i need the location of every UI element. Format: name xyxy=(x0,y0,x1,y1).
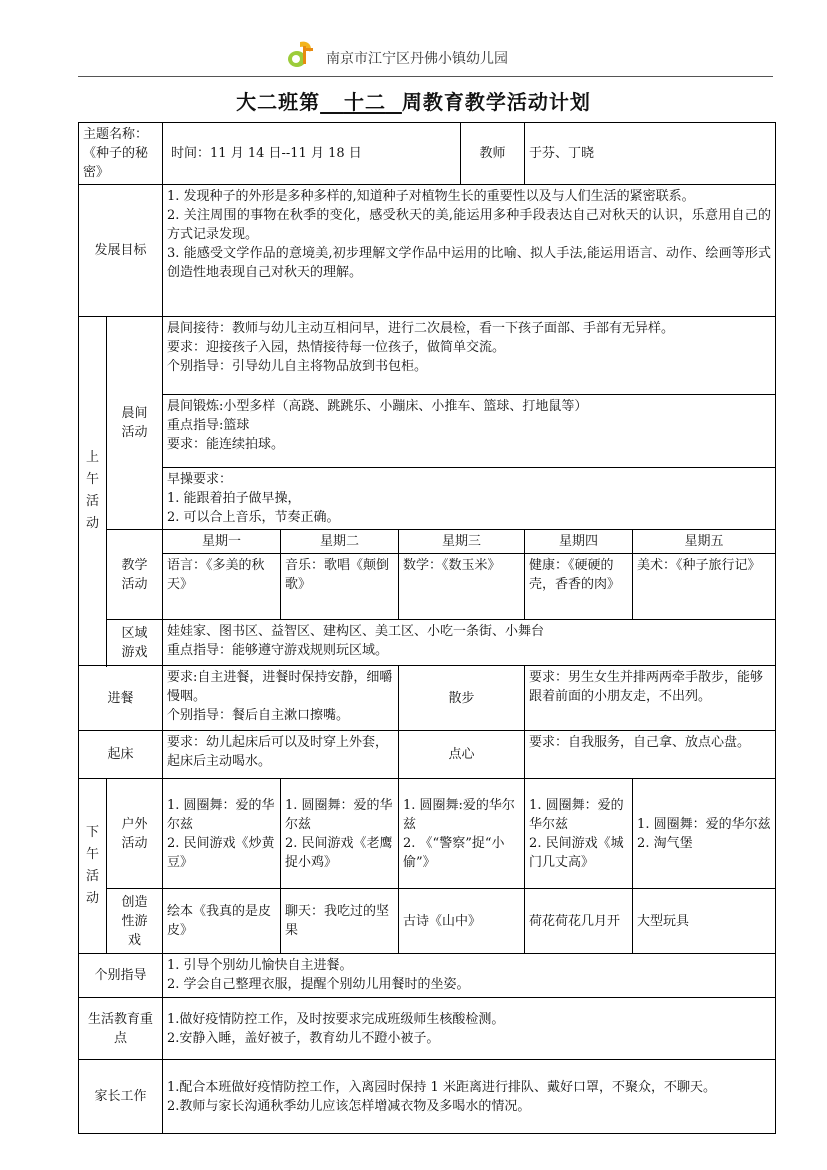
walk-label: 散步 xyxy=(399,666,525,731)
teach-monday: 语言：《多美的秋天》 xyxy=(163,554,281,620)
outdoor-thursday: 1. 圆圈舞：爱的华尔兹 2. 民间游戏《城门几丈高》 xyxy=(525,779,633,889)
day-monday: 星期一 xyxy=(163,530,281,554)
afternoon-section-label: 下午活动 xyxy=(79,779,107,954)
exercise-cell xyxy=(163,395,776,468)
outdoor-label: 户外活动 xyxy=(107,779,163,889)
wake-label: 起床 xyxy=(79,731,163,779)
parents-cell xyxy=(163,1060,776,1134)
drill-cell xyxy=(163,468,776,530)
goal-item: 1. 发现种子的外形是多种多样的,知道种子对植物生长的重要性以及与人们生活的紧密联系。 xyxy=(167,189,695,204)
drill-item: 1. 能跟着拍子做早操， xyxy=(167,491,301,506)
teach-wednesday: 数学：《数玉米》 xyxy=(399,554,525,620)
area-focus: 重点指导：能够遵守游戏规则玩区域。 xyxy=(167,643,389,658)
area-list: 娃娃家、图书区、益智区、建构区、美工区、小吃一条街、小舞台 xyxy=(167,624,545,639)
life-item: 1.做好疫情防控工作，及时按要求完成班级师生核酸检测。 xyxy=(167,1011,505,1027)
meal-cell xyxy=(163,666,399,731)
day-friday: 星期五 xyxy=(633,530,776,554)
school-name: 南京市江宁区丹佛小镇幼儿园 xyxy=(326,51,508,67)
parents-item: 2.教师与家长沟通秋季幼儿应该怎样增减衣物及多喝水的情况。 xyxy=(167,1098,531,1114)
creative-monday: 绘本《我真的是皮皮》 xyxy=(163,889,281,954)
title-prefix: 大二班第 xyxy=(236,90,321,114)
outdoor-monday: 1. 圆圈舞：爱的华尔兹 2. 民间游戏《炒黄豆》 xyxy=(163,779,281,889)
outdoor-tuesday: 1. 圆圈舞：爱的华尔兹 2. 民间游戏《老鹰捉小鸡》 xyxy=(281,779,399,889)
parents-item: 1.配合本班做好疫情防控工作，入离园时保持 1 米距离进行排队、戴好口罩，不聚众，不聊天。 xyxy=(167,1079,716,1095)
walk-cell: 要求：男生女生并排两两牵手散步，能够跟着前面的小朋友走，不出列。 xyxy=(525,666,776,731)
reception-cell xyxy=(163,317,776,395)
day-tuesday: 星期二 xyxy=(281,530,399,554)
reception-guidance: 个别指导：引导幼儿自主将物品放到书包柜。 xyxy=(167,359,428,374)
snack-cell: 要求：自我服务，自己拿、放点心盘。 xyxy=(525,731,776,779)
goals-content xyxy=(163,185,776,317)
day-thursday: 星期四 xyxy=(525,530,633,554)
exercise-requirement: 要求：能连续拍球。 xyxy=(167,437,285,452)
goal-item: 2. 关注周围的事物在秋季的变化，感受秋天的美,能运用多种手段表达自己对秋天的认识，乐意用自己的方式记录发现。 xyxy=(167,208,772,242)
individual-item: 1. 引导个别幼儿愉快自主进餐。 xyxy=(167,958,353,973)
reception-text: 晨间接待：教师与幼儿主动互相问早，进行二次晨检，看一下孩子面部、手部有无异样。 xyxy=(167,321,675,336)
creative-friday: 大型玩具 xyxy=(633,889,776,954)
title-suffix: 周教育教学活动计划 xyxy=(401,90,591,114)
creative-thursday: 荷花荷花几月开 xyxy=(525,889,633,954)
meal-requirement: 要求:自主进餐，进餐时保持安静，细嚼慢咽。 xyxy=(167,670,393,704)
goals-label: 发展目标 xyxy=(79,185,163,317)
weekly-plan-table xyxy=(78,122,776,1134)
title-week: 十二 xyxy=(343,90,386,114)
life-cell xyxy=(163,998,776,1060)
snack-label: 点心 xyxy=(399,731,525,779)
life-label: 生活教育重 点 xyxy=(79,998,163,1060)
theme-cell: 主题名称：《种子的秘密》 xyxy=(79,123,163,185)
early-activity-label: 晨间活动 xyxy=(107,317,163,530)
teach-activity-label: 教学活动 xyxy=(107,530,163,620)
creative-tuesday: 聊天：我吃过的坚果 xyxy=(281,889,399,954)
day-wednesday: 星期三 xyxy=(399,530,525,554)
meal-guidance: 个别指导：餐后自主漱口擦嘴。 xyxy=(167,708,350,723)
outdoor-friday: 1. 圆圈舞：爱的华尔兹 2. 淘气堡 xyxy=(633,779,776,889)
morning-section-label: 上午活动 xyxy=(79,317,107,666)
individual-label: 个别指导 xyxy=(79,954,163,998)
life-item: 2.安静入睡，盖好被子，教育幼儿不蹬小被子。 xyxy=(167,1030,440,1046)
individual-item: 2. 学会自己整理衣服，提醒个别幼儿用餐时的坐姿。 xyxy=(167,977,470,992)
outdoor-wednesday: 1. 圆圈舞:爱的华尔兹 2. 《“警察”捉“小偷”》 xyxy=(399,779,525,889)
goal-item: 3. 能感受文学作品的意境美,初步理解文学作品中运用的比喻、拟人手法,能运用语言、动作、绘画等形式创造性地表现自己对秋天的理解。 xyxy=(167,246,772,280)
page-title xyxy=(0,86,827,115)
page-header xyxy=(78,38,773,77)
drill-title: 早操要求： xyxy=(167,472,233,487)
creative-wednesday: 古诗《山中》 xyxy=(399,889,525,954)
teacher-label: 教师 xyxy=(461,123,525,185)
area-game-cell xyxy=(163,620,776,666)
school-logo-icon xyxy=(286,38,314,70)
exercise-text: 晨间锻炼:小型多样（高跷、跳跳乐、小蹦床、小推车、篮球、打地鼠等） xyxy=(167,399,588,414)
meal-label: 进餐 xyxy=(79,666,163,731)
wake-cell: 要求：幼儿起床后可以及时穿上外套，起床后主动喝水。 xyxy=(163,731,399,779)
drill-item: 2. 可以合上音乐，节奏正确。 xyxy=(167,510,340,525)
teach-tuesday: 音乐：歌唱《颠倒歌》 xyxy=(281,554,399,620)
teach-thursday: 健康：《硬硬的壳，香香的肉》 xyxy=(525,554,633,620)
teacher-names: 于芬、丁晓 xyxy=(525,123,776,185)
creative-game-label: 创造性游戏 xyxy=(107,889,163,954)
time-cell: 时间：11 月 14 日--11 月 18 日 xyxy=(163,123,461,185)
exercise-focus: 重点指导:篮球 xyxy=(167,418,250,433)
reception-requirement: 要求：迎接孩子入园，热情接待每一位孩子，做简单交流。 xyxy=(167,340,506,355)
teach-friday: 美术：《种子旅行记》 xyxy=(633,554,776,620)
parents-label: 家长工作 xyxy=(79,1060,163,1134)
individual-cell xyxy=(163,954,776,998)
area-game-label: 区域游戏 xyxy=(107,620,163,666)
